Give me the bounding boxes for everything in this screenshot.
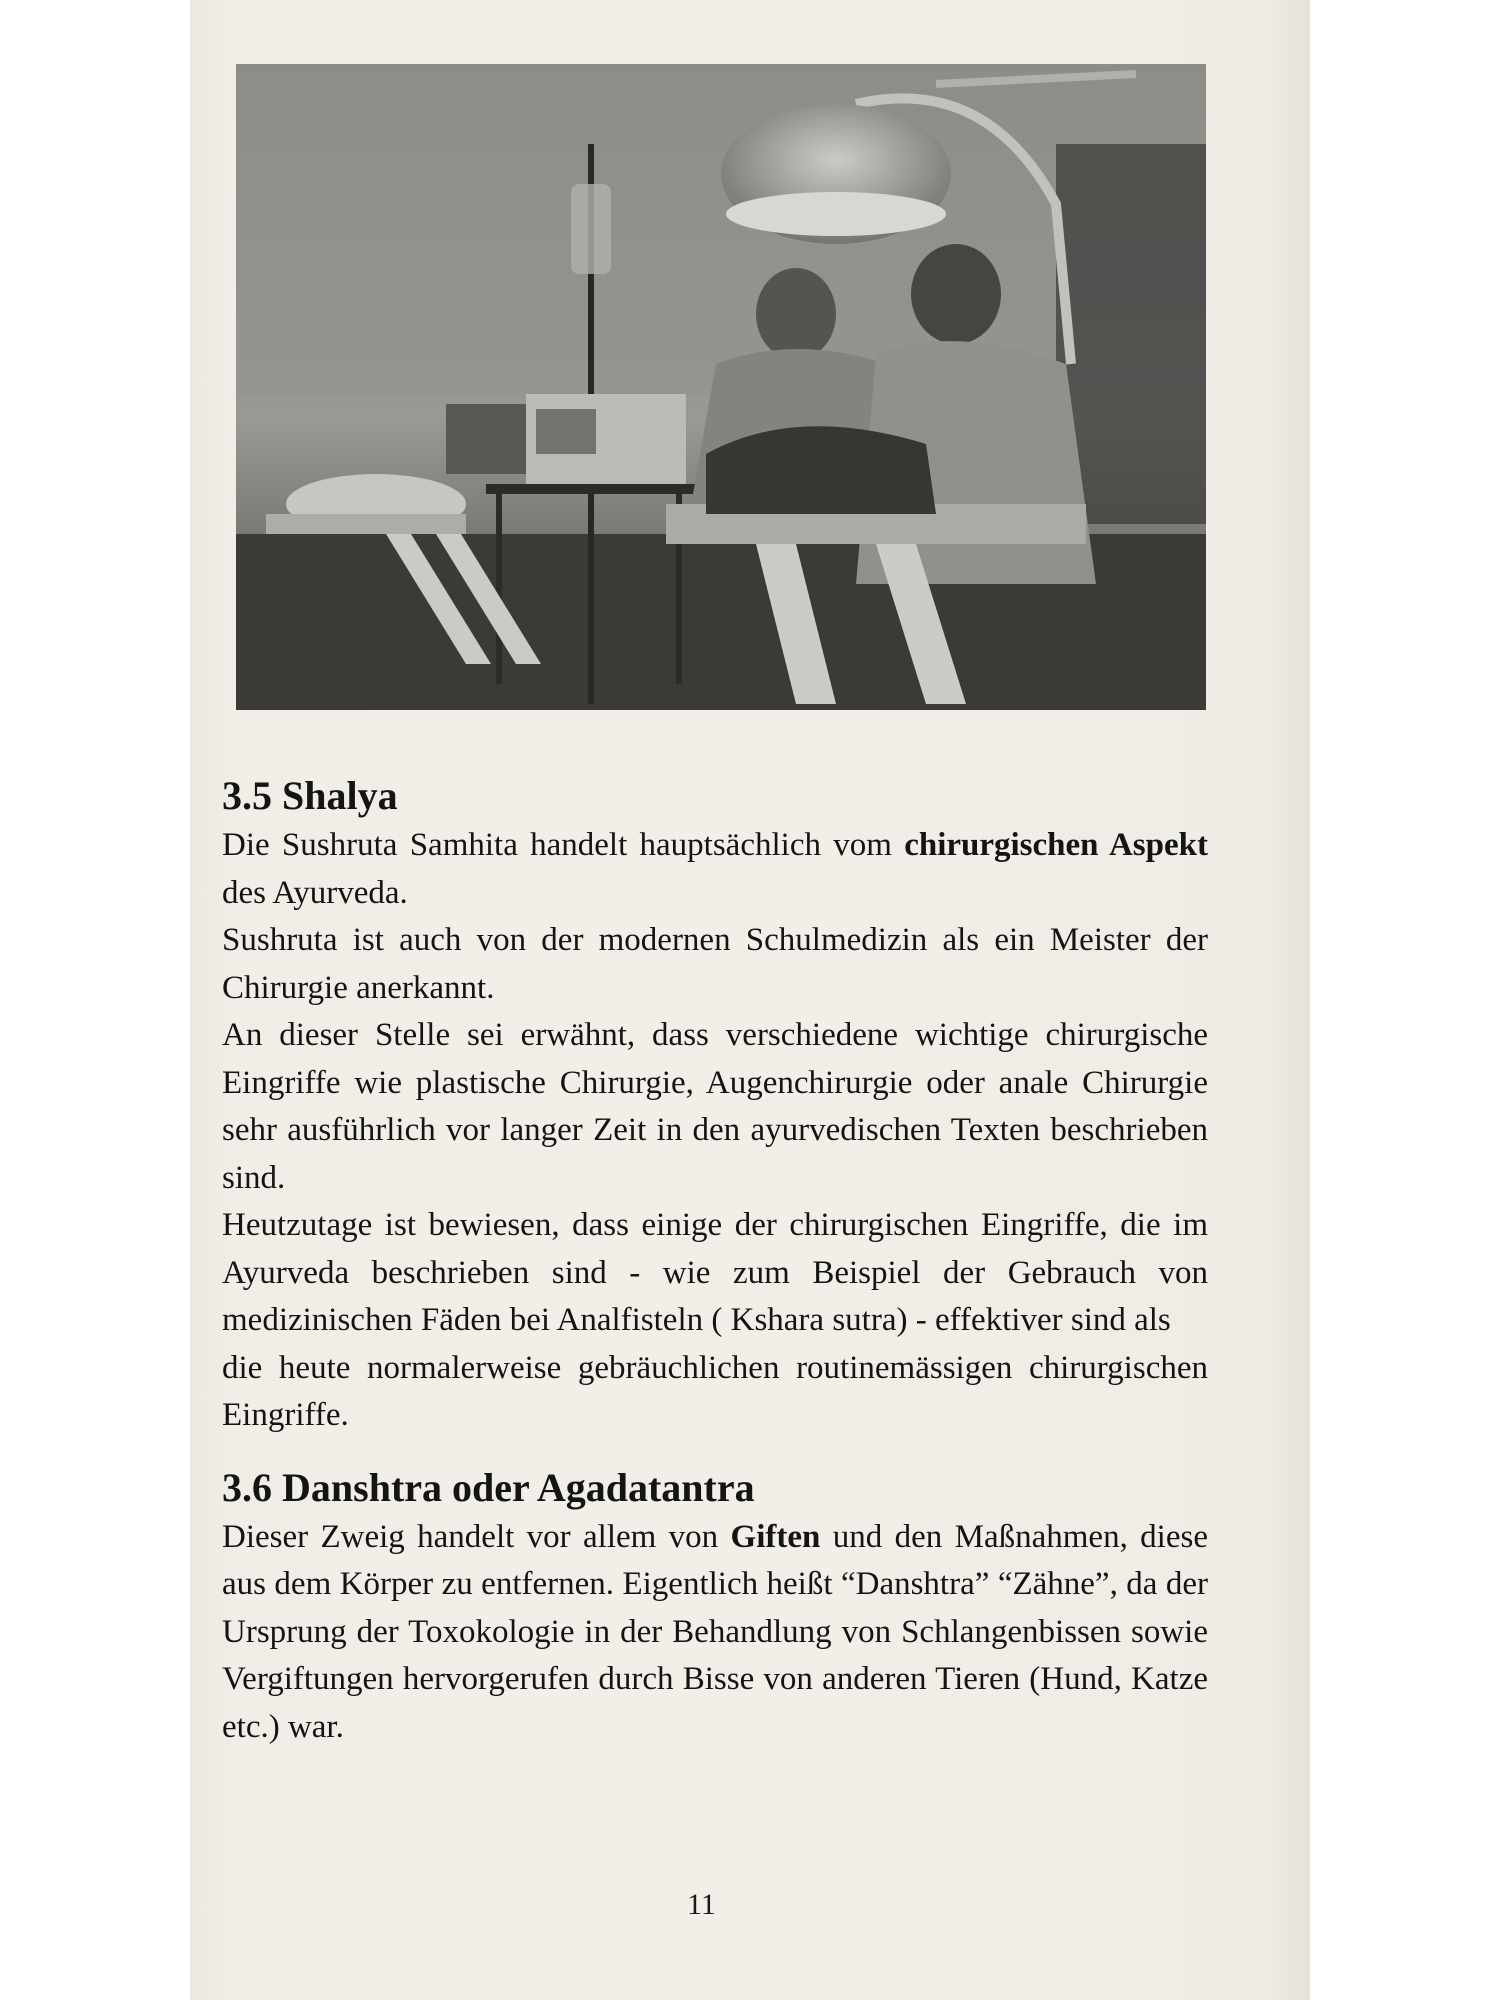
book-page	[190, 0, 1310, 2000]
surgery-photo-icon	[236, 64, 1206, 710]
paragraph: Heutzutage ist bewiesen, dass einige der chirurgischen Eingriffe, die im Ayurveda beschrieben sind - wie zum Beispiel der Gebrauch von medizinischen Fäden bei Analfisteln ( Kshara sutra) - effektiver sind als	[222, 1207, 1208, 1338]
text-run: Dieser Zweig handelt vor allem von	[222, 1518, 731, 1555]
section-heading-danshtra: 3.6 Danshtra oder Agadatantra	[222, 1464, 755, 1510]
text-run: des Ayurveda.	[222, 874, 408, 911]
surgery-photo	[236, 64, 1206, 710]
paragraph: die heute normalerweise gebräuchlichen routinemässigen chirurgischen Eingriffe.	[222, 1349, 1208, 1433]
text-run: Die Sushruta Samhita handelt hauptsächlich vom	[222, 827, 905, 863]
paragraph	[222, 1514, 1208, 1752]
section-heading-shalya: 3.5 Shalya	[222, 773, 398, 818]
paragraph: An dieser Stelle sei erwähnt, dass verschiedene wichtige chirurgische Eingriffe wie plastische Chirurgie, Augenchirurgie oder anale Chirurgie sehr ausführlich vor langer Zeit in den ayurvedischen Texten beschrieben sind.	[222, 1017, 1208, 1196]
text-content	[222, 770, 1208, 1751]
page-number: 11	[687, 1888, 716, 1921]
bold-term: Giften	[730, 1518, 821, 1555]
paragraph: Sushruta ist auch von der modernen Schulmedizin als ein Meister der Chirurgie anerkannt.	[222, 922, 1208, 1006]
paragraph	[222, 822, 1208, 917]
text-run: und den Maßnahmen, diese aus dem Körper zu entfernen. Eigentlich heißt “Danshtra” “Zähne”, da der Ursprung der Toxokologie in der Behandlung von Schlangenbissen sowie Vergiftungen hervorgerufen durch Bisse von anderen Tieren (Hund, Katze etc.) war.	[222, 1518, 1208, 1745]
bold-term: chirurgischen Aspekt	[904, 827, 1208, 863]
